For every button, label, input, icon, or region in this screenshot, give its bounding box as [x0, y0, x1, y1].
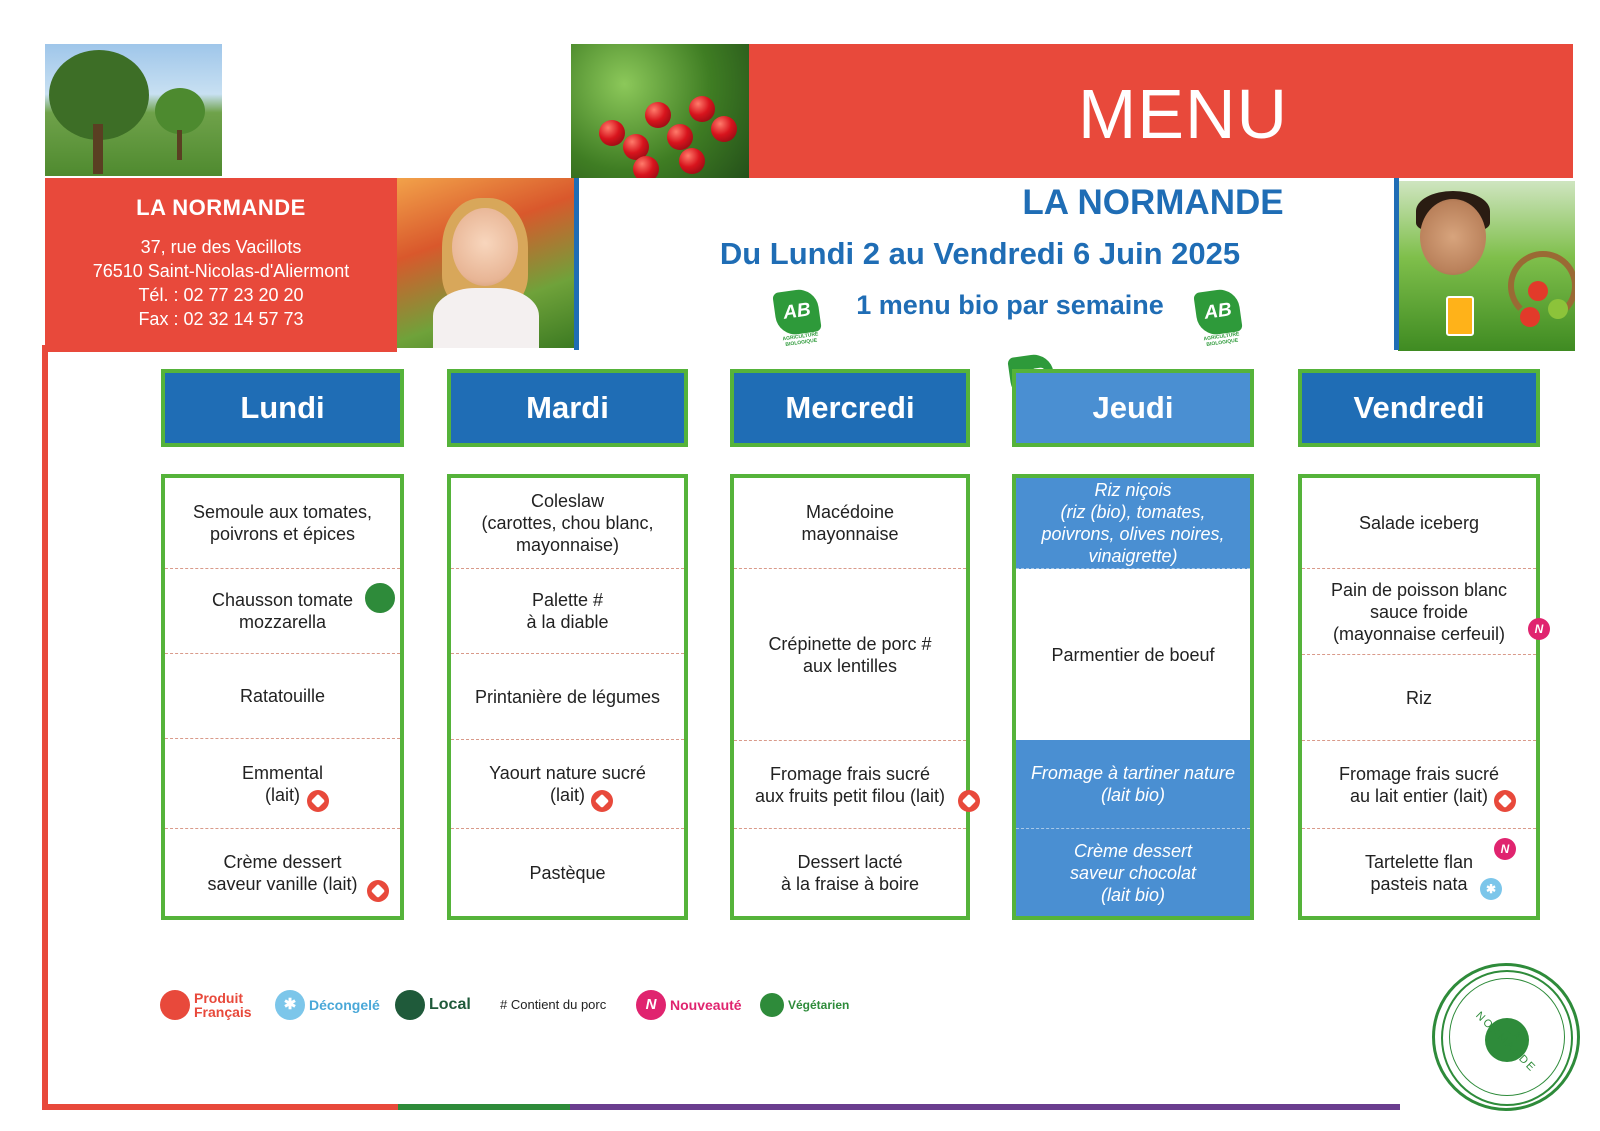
- dish-dessert: Tartelette flan pasteis nata: [1364, 851, 1474, 894]
- establishment-title: LA NORMANDE: [1022, 183, 1284, 222]
- dish-main: Pain de poisson blanc sauce froide (mayonnaise cerfeuil): [1302, 569, 1536, 655]
- ab-organic-logo-right: AB AGRICULTURE BIOLOGIQUE: [1189, 287, 1249, 352]
- legend-new: N Nouveauté: [636, 988, 742, 1022]
- new-icon: N: [1494, 838, 1516, 860]
- french-product-icon: [160, 990, 190, 1020]
- day-header-jeudi: Jeudi: [1012, 369, 1254, 447]
- la-normande-round-logo: LA NORMANDE: [1432, 963, 1580, 1111]
- address-fax: Fax : 02 32 14 57 73: [138, 309, 304, 329]
- frame-bottom-line-purple: [570, 1104, 1400, 1110]
- french-product-icon: [958, 790, 980, 812]
- boy-with-fruit-basket-photo: [1398, 181, 1575, 351]
- dish-main: Palette # à la diable: [451, 569, 684, 654]
- legend-pork: # Contient du porc: [500, 997, 607, 1012]
- dish-side: Ratatouille: [165, 654, 400, 739]
- bio-note: 1 menu bio par semaine: [856, 290, 1164, 320]
- day-column-lundi: [161, 474, 404, 920]
- french-product-icon: [1494, 790, 1516, 812]
- cherries-photo: [571, 44, 749, 178]
- dish-dessert: Dessert lacté à la fraise à boire: [780, 851, 920, 894]
- legend-vegetarian: Végétarien: [760, 988, 849, 1022]
- dish-starter: Coleslaw (carottes, chou blanc, mayonnaise): [451, 478, 684, 569]
- frame-bottom-line-green: [398, 1104, 570, 1110]
- frame-left-line: [42, 345, 48, 1110]
- dish-cheese: Emmental (lait): [165, 739, 400, 829]
- local-truck-icon: [395, 990, 425, 1020]
- dish-side: Riz: [1302, 655, 1536, 741]
- dish-main: Crépinette de porc # aux lentilles: [734, 569, 966, 741]
- snowflake-icon: ✱: [275, 990, 305, 1020]
- vegetarian-icon: [365, 583, 395, 613]
- address-block: [45, 178, 397, 352]
- week-dates: Du Lundi 2 au Vendredi 6 Juin 2025: [719, 236, 1241, 271]
- day-column-vendredi: [1298, 474, 1544, 920]
- legend-french-product: Produit Français: [160, 988, 252, 1022]
- snowflake-icon: ✱: [1480, 878, 1502, 900]
- day-column-jeudi: [1012, 474, 1254, 920]
- menu-title: MENU: [1077, 75, 1289, 153]
- blue-divider-right: [1394, 178, 1399, 350]
- dish-dairy: Fromage frais sucré aux fruits petit filou (lait): [734, 741, 966, 829]
- french-product-icon: [367, 880, 389, 902]
- dish-starter: Salade iceberg: [1302, 478, 1536, 569]
- legend-local: Local: [395, 988, 471, 1022]
- address-phone: Tél. : 02 77 23 20 20: [138, 285, 304, 305]
- orchard-photo: [45, 44, 222, 176]
- legend-frozen: ✱ Décongelé: [275, 988, 380, 1022]
- day-header-lundi: Lundi: [161, 369, 404, 447]
- french-product-icon: [307, 790, 329, 812]
- frame-bottom-line-red: [42, 1104, 398, 1110]
- dish-main: Parmentier de boeuf: [1051, 644, 1215, 665]
- dish-dessert: Pastèque: [529, 862, 606, 883]
- address-name: LA NORMANDE: [136, 195, 306, 220]
- new-icon: N: [636, 990, 666, 1020]
- day-header-mardi: Mardi: [447, 369, 688, 447]
- dish-starter: Semoule aux tomates, poivrons et épices: [165, 478, 400, 569]
- day-header-vendredi: Vendredi: [1298, 369, 1540, 447]
- day-header-mercredi: Mercredi: [730, 369, 970, 447]
- dish-dairy: Fromage frais sucré au lait entier (lait): [1302, 741, 1536, 829]
- ab-organic-logo-left: AB AGRICULTURE BIOLOGIQUE: [768, 287, 828, 352]
- day-column-mardi: [447, 474, 688, 920]
- dish-starter: Macédoine mayonnaise: [734, 478, 966, 569]
- dish-dairy: Yaourt nature sucré (lait): [451, 740, 684, 829]
- dish-main: Chausson tomate mozzarella: [165, 569, 400, 654]
- address-city: 76510 Saint-Nicolas-d'Aliermont: [92, 261, 350, 281]
- dish-dessert-bio: Crème dessert saveur chocolat (lait bio): [1016, 829, 1250, 916]
- french-product-icon: [591, 790, 613, 812]
- girl-eating-fruit-photo: [397, 178, 574, 348]
- new-icon: N: [1528, 618, 1550, 640]
- vegetarian-icon: [760, 993, 784, 1017]
- blue-divider-left: [574, 178, 579, 350]
- day-column-mercredi: [730, 474, 970, 920]
- dish-cheese-bio: Fromage à tartiner nature (lait bio): [1016, 740, 1250, 829]
- dish-starter-bio: Riz niçois (riz (bio), tomates, poivrons, olives noires, vinaigrette): [1016, 478, 1250, 569]
- dish-side: Printanière de légumes: [451, 654, 684, 740]
- address-street: 37, rue des Vacillots: [140, 237, 302, 257]
- dish-dessert: Crème dessert saveur vanille (lait): [207, 851, 358, 894]
